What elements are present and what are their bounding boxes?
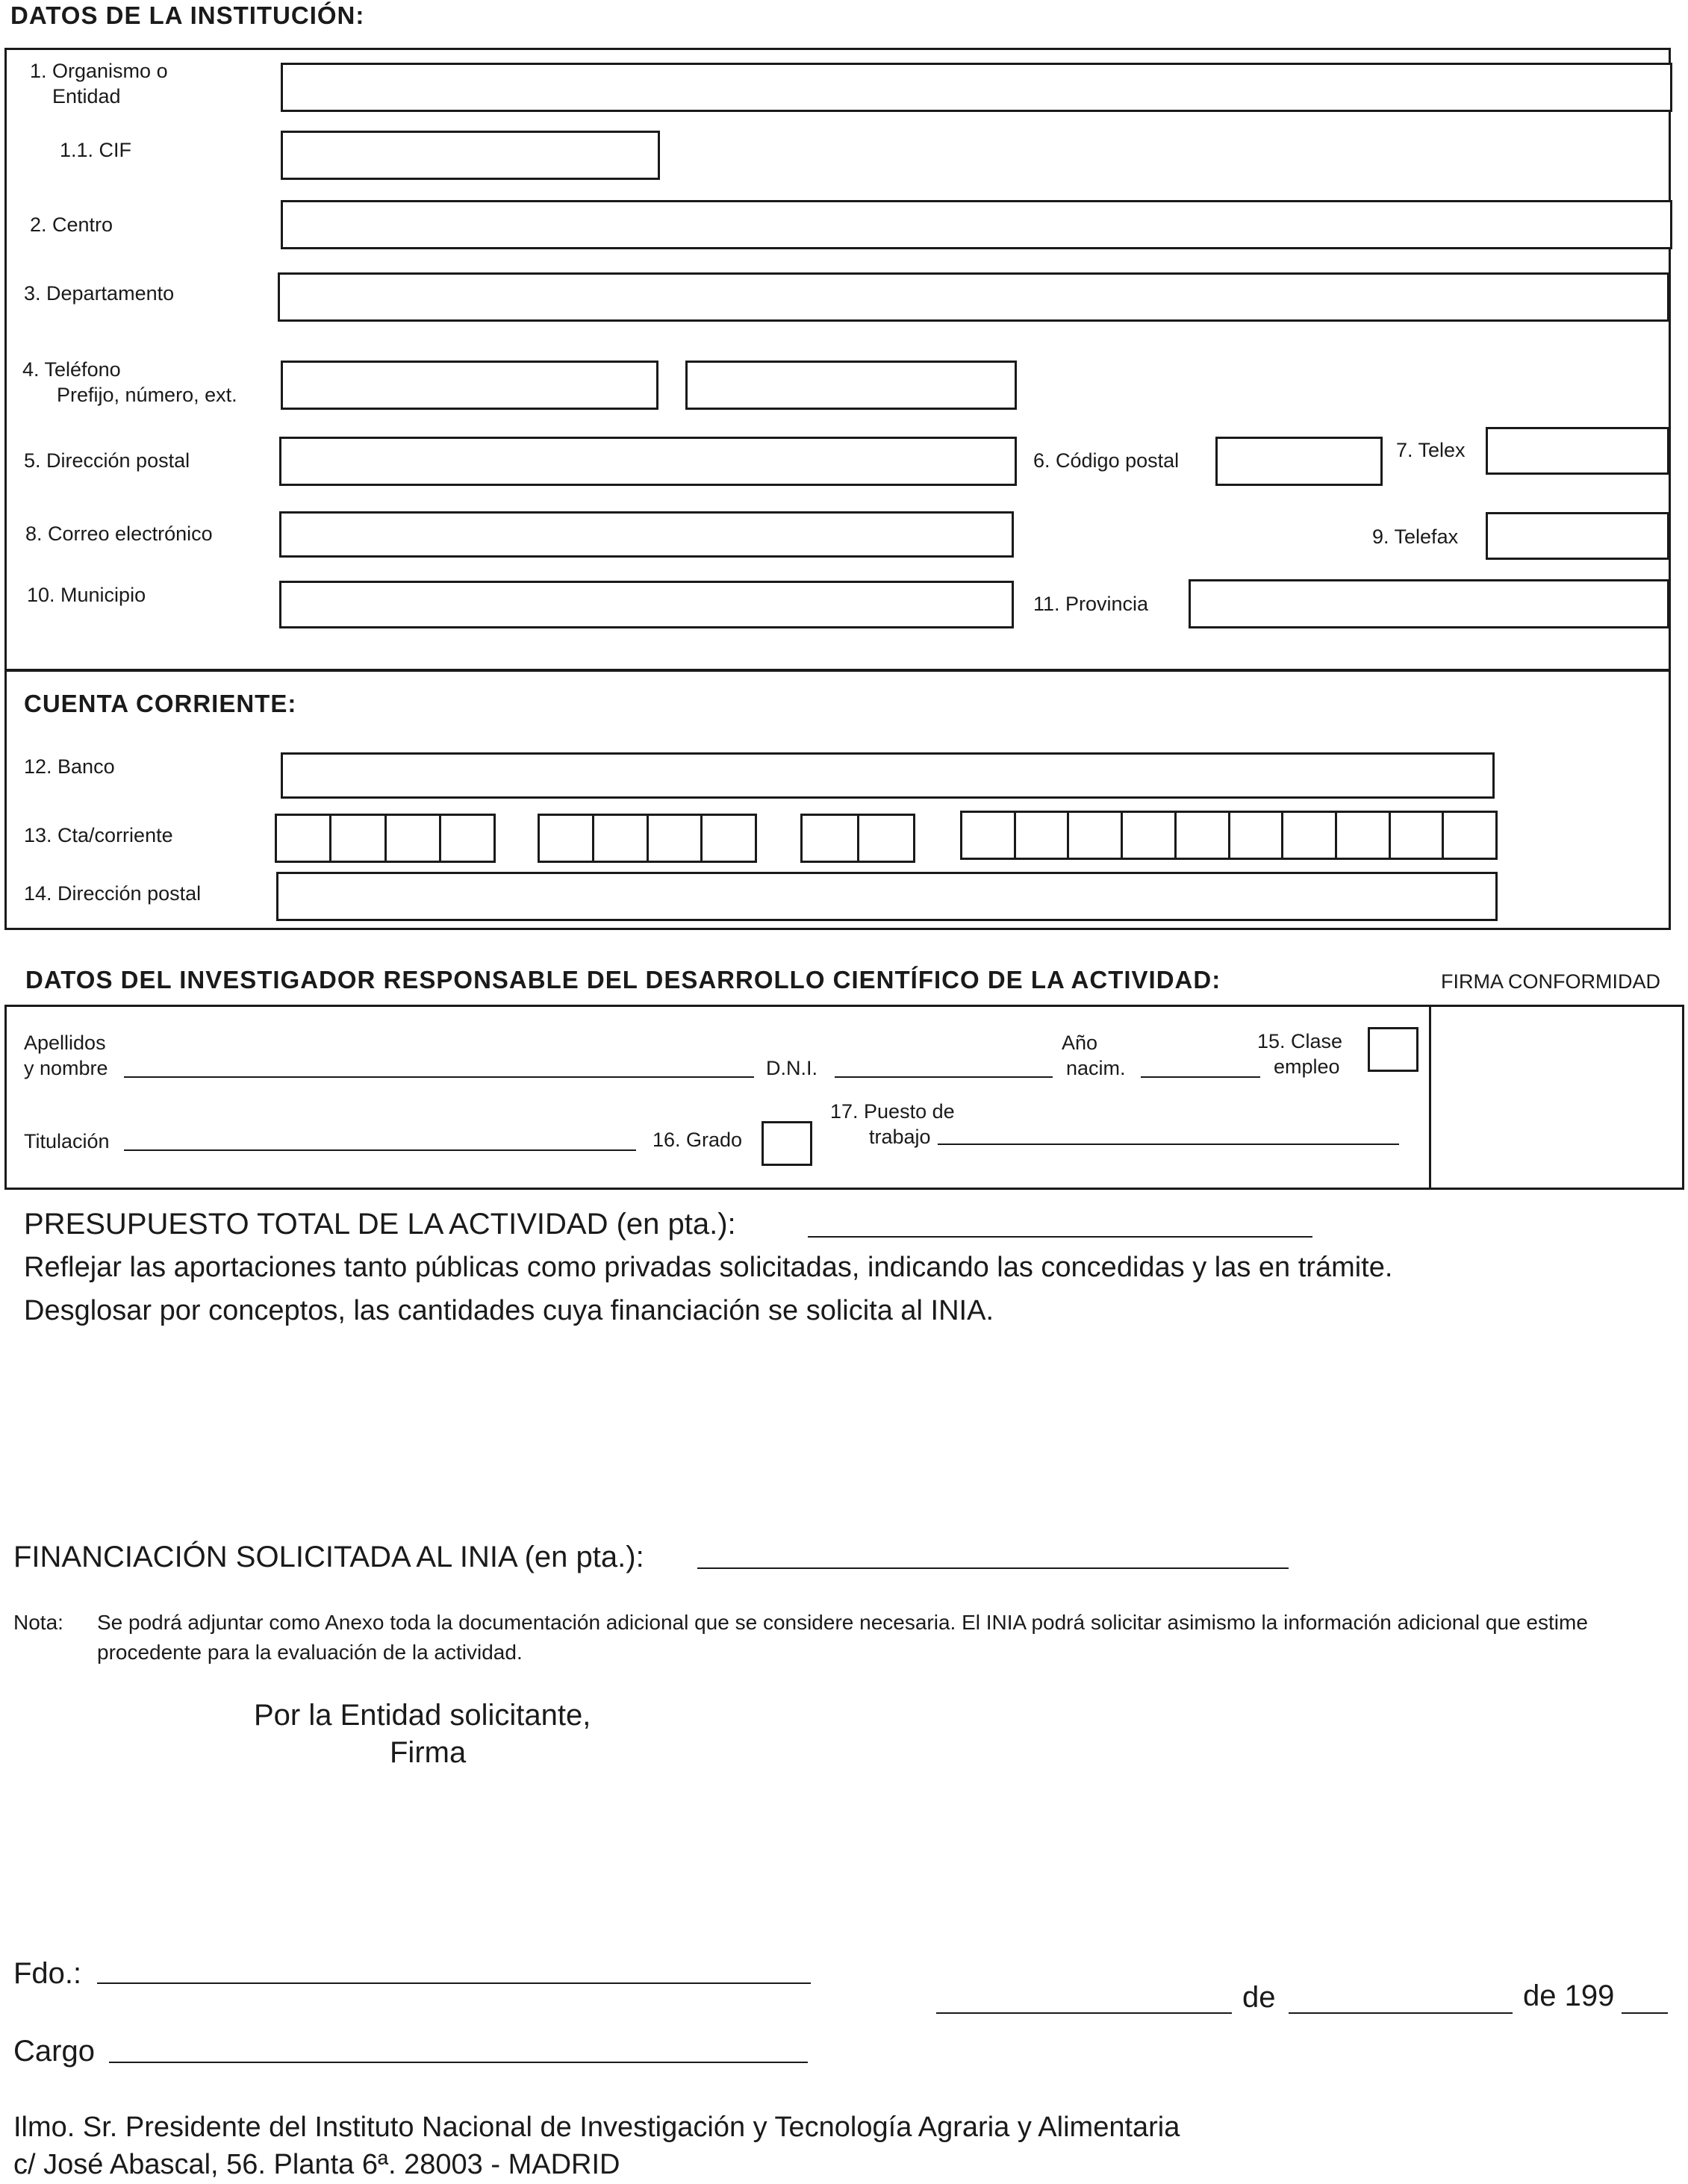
digit-cell[interactable] <box>703 816 755 861</box>
digit-cell[interactable] <box>1444 813 1495 858</box>
nota-text: Se podrá adjuntar como Anexo toda la documentación adicional que se considere necesaria. El INIA podrá solicitar asimismo la información adicional que estime procedente para la evaluación de la actividad. <box>97 1611 1588 1664</box>
fdo-line[interactable] <box>97 1982 811 1984</box>
label-correo: 8. Correo electrónico <box>25 522 213 545</box>
telefax-field[interactable] <box>1486 512 1669 560</box>
digit-cell[interactable] <box>277 816 331 861</box>
label-firma-conformidad: FIRMA CONFORMIDAD <box>1441 970 1660 993</box>
digit-cell[interactable] <box>331 816 386 861</box>
label-entidad: Entidad <box>52 85 121 107</box>
telefono-field-2[interactable] <box>685 361 1017 410</box>
label-municipio: 10. Municipio <box>27 584 146 606</box>
label-prefijo: Prefijo, número, ext. <box>57 384 237 406</box>
label-titulacion: Titulación <box>24 1130 110 1152</box>
label-dni: D.N.I. <box>766 1057 818 1079</box>
section-heading-investigador: DATOS DEL INVESTIGADOR RESPONSABLE DEL DESARROLLO CIENTÍFICO DE LA ACTIVIDAD: <box>25 966 1221 993</box>
centro-field[interactable] <box>281 200 1672 249</box>
digit-cell[interactable] <box>962 813 1016 858</box>
digit-cell[interactable] <box>1123 813 1177 858</box>
cta-dc-cells[interactable] <box>800 814 915 863</box>
provincia-field[interactable] <box>1189 579 1669 628</box>
titulacion-line[interactable] <box>124 1149 636 1151</box>
digit-cell[interactable] <box>387 816 441 861</box>
clase-empleo-box[interactable] <box>1368 1027 1418 1072</box>
digit-cell[interactable] <box>859 816 914 861</box>
digit-cell[interactable] <box>1230 813 1284 858</box>
cta-numero-cells[interactable] <box>960 811 1498 860</box>
de-label-2: de 199 <box>1523 1979 1615 2012</box>
dni-line[interactable] <box>835 1076 1053 1078</box>
municipio-field[interactable] <box>279 581 1014 628</box>
label-empleo: empleo <box>1274 1055 1340 1078</box>
direccion-postal-field[interactable] <box>279 437 1017 486</box>
label-apellidos: Apellidos <box>24 1032 106 1054</box>
cta-entidad-cells[interactable] <box>275 814 496 863</box>
nota-label: Nota: <box>13 1611 63 1634</box>
presupuesto-line[interactable] <box>808 1236 1312 1238</box>
label-provincia: 11. Provincia <box>1033 593 1149 615</box>
institucion-frame <box>4 48 1671 672</box>
presupuesto-title: PRESUPUESTO TOTAL DE LA ACTIVIDAD (en pta.): <box>24 1208 736 1241</box>
entidad-solicitante-text: Por la Entidad solicitante, <box>254 1699 591 1732</box>
direccion-postal-banco-field[interactable] <box>276 872 1498 921</box>
telex-field[interactable] <box>1486 427 1669 475</box>
puesto-trabajo-line[interactable] <box>938 1144 1399 1145</box>
firma-conformidad-area[interactable] <box>1432 1008 1681 1187</box>
label-ano: Año <box>1062 1032 1098 1054</box>
digit-cell[interactable] <box>1337 813 1391 858</box>
label-departamento: 3. Departamento <box>24 282 175 305</box>
label-telefono: 4. Teléfono <box>22 358 121 381</box>
digit-cell[interactable] <box>1016 813 1070 858</box>
cargo-label: Cargo <box>13 2035 95 2068</box>
footer-line-2: c/ José Abascal, 56. Planta 6ª. 28003 - MADRID <box>13 2149 620 2180</box>
digit-cell[interactable] <box>540 816 594 861</box>
digit-cell[interactable] <box>1069 813 1123 858</box>
footer-line-1: Ilmo. Sr. Presidente del Instituto Nacional de Investigación y Tecnología Agraria y Alimentaria <box>13 2112 1180 2143</box>
label-cif: 1.1. CIF <box>60 139 132 161</box>
financiacion-line[interactable] <box>697 1567 1289 1569</box>
de-label-1: de <box>1242 1981 1276 2014</box>
label-clase: 15. Clase <box>1257 1030 1343 1052</box>
label-direccion-postal: 5. Dirección postal <box>24 449 190 472</box>
telefono-field-1[interactable] <box>281 361 658 410</box>
digit-cell[interactable] <box>649 816 703 861</box>
label-telex: 7. Telex <box>1396 439 1466 461</box>
label-nacim: nacim. <box>1066 1057 1126 1079</box>
organismo-field[interactable] <box>281 63 1672 112</box>
label-codigo-postal: 6. Código postal <box>1033 449 1180 472</box>
section-heading-institucion: DATOS DE LA INSTITUCIÓN: <box>10 1 365 29</box>
label-puesto: 17. Puesto de <box>830 1100 955 1123</box>
fecha-mes-line[interactable] <box>1289 2012 1513 2014</box>
firma-divider <box>1429 1005 1431 1190</box>
digit-cell[interactable] <box>441 816 493 861</box>
banco-field[interactable] <box>281 752 1495 799</box>
apellidos-line[interactable] <box>124 1076 754 1078</box>
presupuesto-text-2: Desglosar por conceptos, las cantidades cuya financiación se solicita al INIA. <box>24 1295 994 1326</box>
digit-cell[interactable] <box>594 816 649 861</box>
digit-cell[interactable] <box>1283 813 1337 858</box>
financiacion-title: FINANCIACIÓN SOLICITADA AL INIA (en pta.): <box>13 1541 644 1573</box>
label-centro: 2. Centro <box>30 213 113 236</box>
grado-box[interactable] <box>762 1121 812 1166</box>
label-direccion-postal-banco: 14. Dirección postal <box>24 882 202 905</box>
label-telefax: 9. Telefax <box>1372 525 1459 548</box>
fdo-label: Fdo.: <box>13 1957 82 1990</box>
codigo-postal-field[interactable] <box>1215 437 1383 486</box>
label-cta-corriente: 13. Cta/corriente <box>24 824 173 846</box>
label-y-nombre: y nombre <box>24 1057 108 1079</box>
fecha-dia-line[interactable] <box>936 2012 1232 2014</box>
cif-field[interactable] <box>281 131 660 180</box>
label-banco: 12. Banco <box>24 755 115 778</box>
departamento-field[interactable] <box>278 272 1669 322</box>
cta-oficina-cells[interactable] <box>538 814 757 863</box>
firma-text: Firma <box>390 1736 467 1769</box>
digit-cell[interactable] <box>803 816 859 861</box>
fecha-ano-line[interactable] <box>1622 2012 1668 2014</box>
label-organismo: 1. Organismo o <box>30 60 168 82</box>
section-heading-cuenta: CUENTA CORRIENTE: <box>24 690 297 717</box>
digit-cell[interactable] <box>1391 813 1445 858</box>
cargo-line[interactable] <box>109 2062 808 2063</box>
label-trabajo: trabajo <box>869 1126 931 1148</box>
correo-field[interactable] <box>279 511 1014 558</box>
digit-cell[interactable] <box>1177 813 1230 858</box>
presupuesto-text-1: Reflejar las aportaciones tanto públicas como privadas solicitadas, indicando las concedidas y las en trámite. <box>24 1252 1393 1283</box>
ano-nacim-line[interactable] <box>1141 1076 1260 1078</box>
label-grado: 16. Grado <box>653 1129 743 1151</box>
